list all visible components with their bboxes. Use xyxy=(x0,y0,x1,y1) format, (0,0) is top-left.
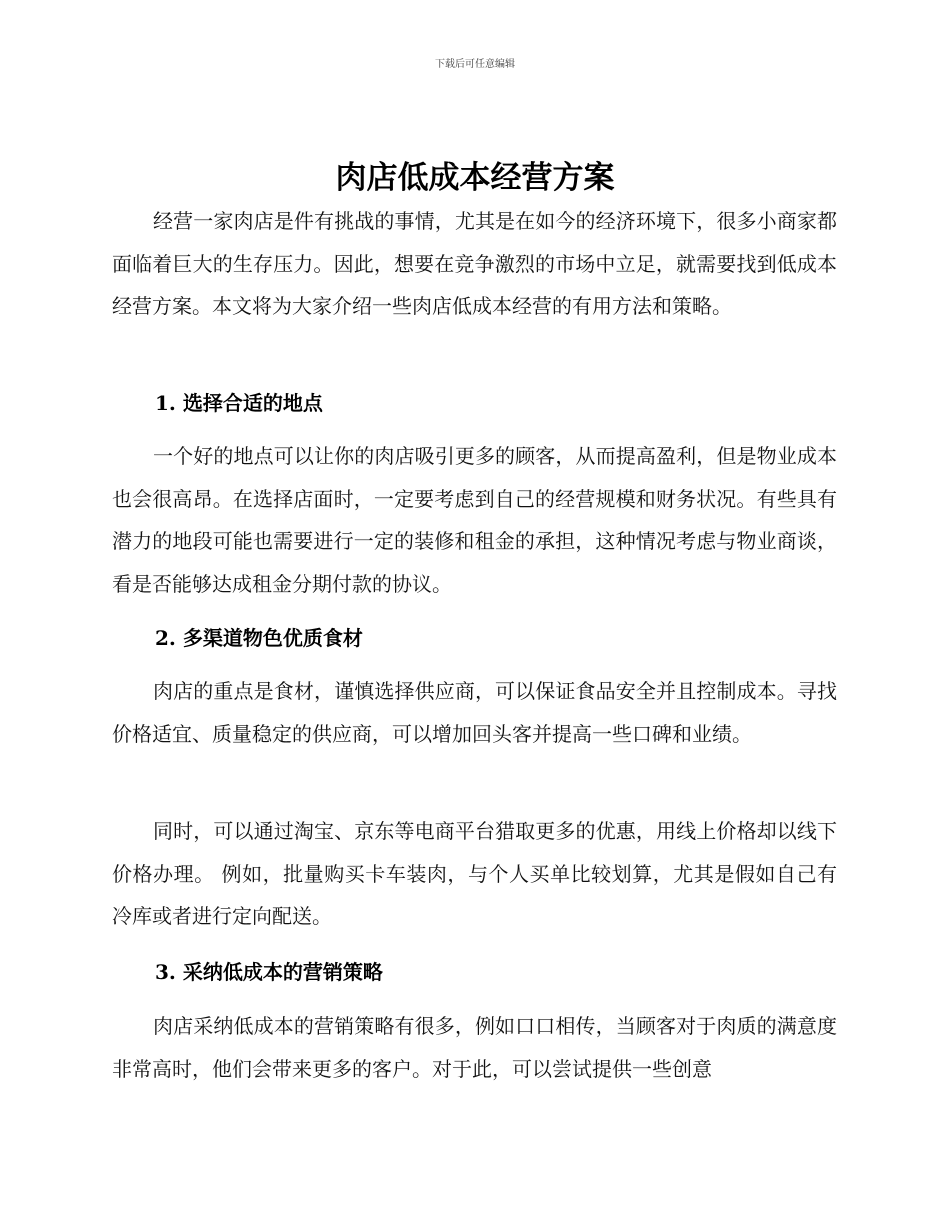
document-title: 肉店低成本经营方案 xyxy=(335,160,615,196)
section-heading-ingredients: 2. 多渠道物色优质食材 xyxy=(155,626,363,650)
section-heading-location: 1. 选择合适的地点 xyxy=(155,391,323,415)
section-paragraph-marketing: 肉店采纳低成本的营销策略有很多，例如口口相传，当顾客对于肉质的满意度非常高时，他们会带来更多的客户。对于此，可以尝试提供一些创意 xyxy=(112,1014,837,1081)
intro-paragraph: 经营一家肉店是件有挑战的事情，尤其是在如今的经济环境下，很多小商家都面临着巨大的生存压力。因此，想要在竞争激烈的市场中立足，就需要找到低成本经营方案。本文将为大家介绍一些肉店低成本经营的有用方法和策略。 xyxy=(112,209,837,318)
section-paragraph-suppliers: 肉店的重点是食材，谨慎选择供应商，可以保证食品安全并且控制成本。寻找价格适宜、质量稳定的供应商，可以增加回头客并提高一些口碑和业绩。 xyxy=(112,679,837,746)
section-heading-marketing: 3. 采纳低成本的营销策略 xyxy=(155,960,383,984)
section-paragraph-ecommerce: 同时，可以通过淘宝、京东等电商平台猎取更多的优惠，用线上价格却以线下价格办理。 例如，批量购买卡车装肉，与个人买单比较划算，尤其是假如自己有冷库或者进行定向配送。 xyxy=(112,819,837,928)
header-note: 下载后可任意编辑 xyxy=(435,59,515,70)
section-paragraph-location: 一个好的地点可以让你的肉店吸引更多的顾客，从而提高盈利，但是物业成本也会很高昂。在选择店面时，一定要考虑到自己的经营规模和财务状况。有些具有潜力的地段可能也需要进行一定的装修和租金的承担，这种情况考虑与物业商谈，看是否能够达成租金分期付款的协议。 xyxy=(112,444,837,596)
